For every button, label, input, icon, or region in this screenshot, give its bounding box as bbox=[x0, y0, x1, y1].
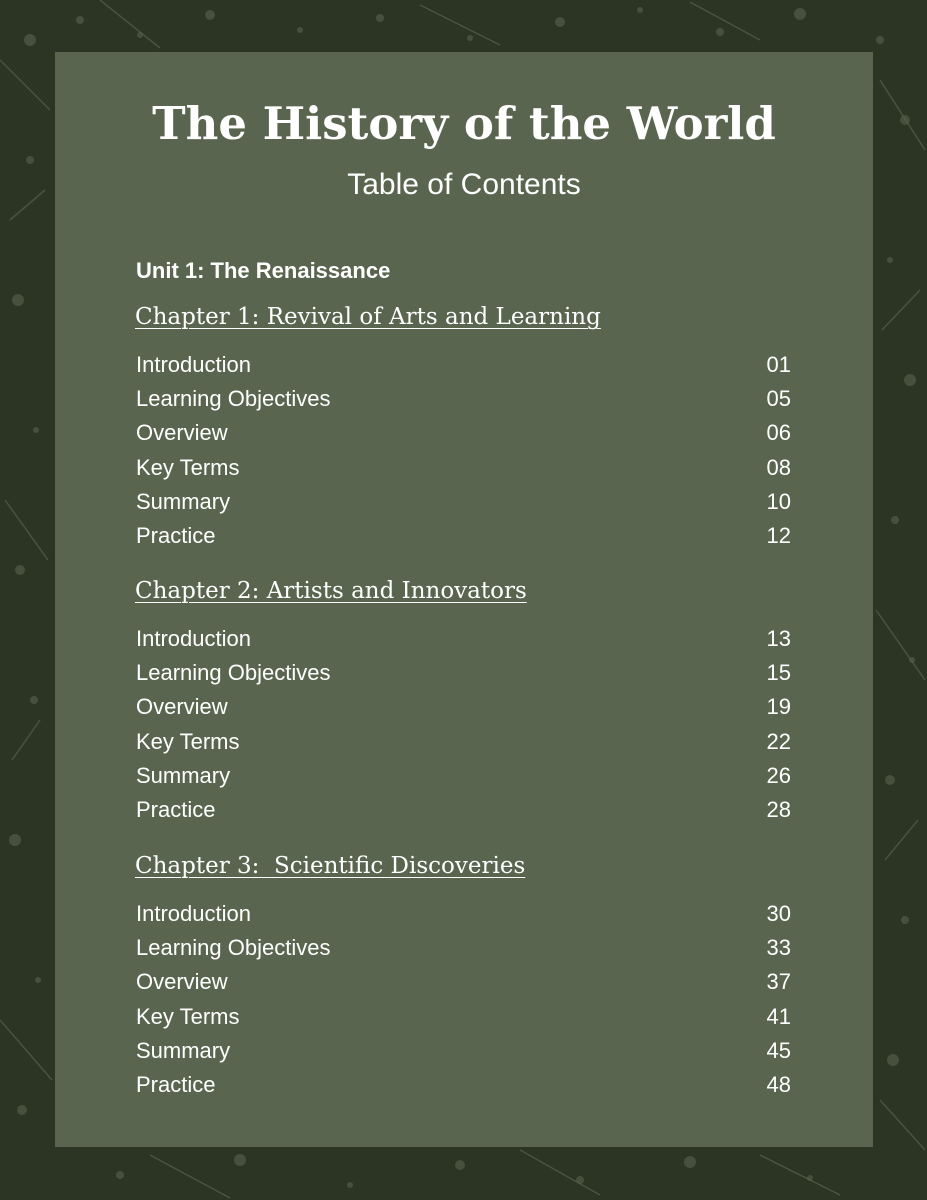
toc-entry-label: Summary bbox=[136, 1037, 231, 1063]
toc-entry-page: 15 bbox=[766, 660, 791, 686]
toc-entry-label: Summary bbox=[136, 488, 231, 514]
chapter-section bbox=[135, 576, 791, 827]
document-title: The History of the World bbox=[152, 97, 776, 150]
toc-entry-page: 45 bbox=[766, 1037, 791, 1063]
toc-entry-label: Practice bbox=[136, 796, 216, 822]
toc-entry-label: Introduction bbox=[136, 901, 251, 926]
toc-entry-page: 33 bbox=[766, 935, 791, 961]
toc-entry-page: 28 bbox=[766, 796, 791, 822]
toc-entry[interactable] bbox=[135, 793, 791, 827]
toc-entry[interactable] bbox=[135, 622, 791, 656]
toc-entry-page: 06 bbox=[766, 420, 791, 446]
toc-entry-page: 30 bbox=[766, 901, 791, 926]
toc-entry-page: 10 bbox=[766, 488, 791, 514]
chapter-entries-list bbox=[135, 348, 791, 553]
toc-entry-page: 37 bbox=[766, 969, 791, 995]
toc-entry[interactable] bbox=[135, 690, 791, 724]
toc-entry[interactable] bbox=[135, 485, 791, 519]
chapter-entries-list bbox=[135, 622, 791, 827]
toc-entry-page: 13 bbox=[766, 626, 791, 651]
toc-entry-label: Key Terms bbox=[136, 1003, 240, 1029]
toc-entry-page: 05 bbox=[766, 386, 791, 412]
toc-entry-label: Overview bbox=[136, 420, 228, 446]
toc-entry-page: 01 bbox=[766, 352, 791, 377]
chapter-title-link[interactable]: Chapter 3: Scientific Discoveries bbox=[135, 853, 526, 879]
toc-entry-label: Learning Objectives bbox=[136, 386, 331, 412]
toc-entry-label: Practice bbox=[136, 522, 216, 548]
toc-entry-page: 08 bbox=[766, 454, 791, 480]
toc-entry-page: 41 bbox=[766, 1003, 791, 1029]
toc-entry-label: Introduction bbox=[136, 352, 251, 377]
toc-entry-label: Learning Objectives bbox=[136, 935, 331, 961]
chapter-section bbox=[135, 302, 791, 553]
unit-title: Unit 1: The Renaissance bbox=[136, 258, 391, 283]
toc-entry[interactable] bbox=[135, 1068, 791, 1102]
toc-entry[interactable] bbox=[135, 416, 791, 450]
toc-entry-page: 12 bbox=[766, 522, 791, 548]
toc-entry[interactable] bbox=[135, 965, 791, 999]
chapter-title-link[interactable]: Chapter 2: Artists and Innovators bbox=[135, 578, 527, 604]
toc-entry[interactable] bbox=[135, 519, 791, 553]
toc-entry[interactable] bbox=[135, 931, 791, 965]
toc-entry[interactable] bbox=[135, 759, 791, 793]
toc-entry-label: Practice bbox=[136, 1071, 216, 1097]
toc-entry-page: 26 bbox=[766, 762, 791, 788]
toc-entry[interactable] bbox=[135, 1000, 791, 1034]
toc-entry-label: Summary bbox=[136, 762, 231, 788]
chapter-title-link[interactable]: Chapter 1: Revival of Arts and Learning bbox=[135, 304, 601, 330]
toc-entry-page: 19 bbox=[766, 694, 791, 720]
toc-entry[interactable] bbox=[135, 897, 791, 931]
toc-entry[interactable] bbox=[135, 656, 791, 690]
toc-entry[interactable] bbox=[135, 725, 791, 759]
toc-entry[interactable] bbox=[135, 348, 791, 382]
toc-entry-label: Introduction bbox=[136, 626, 251, 651]
chapter-section bbox=[135, 851, 791, 1102]
toc-entry[interactable] bbox=[135, 1034, 791, 1068]
toc-entry[interactable] bbox=[135, 382, 791, 416]
toc-entry-label: Key Terms bbox=[136, 454, 240, 480]
document-subtitle: Table of Contents bbox=[347, 168, 581, 201]
toc-entry-page: 22 bbox=[766, 728, 791, 754]
chapter-entries-list bbox=[135, 897, 791, 1102]
toc-entry-label: Overview bbox=[136, 969, 228, 995]
toc-entry-label: Overview bbox=[136, 694, 228, 720]
toc-entry-label: Key Terms bbox=[136, 728, 240, 754]
toc-entry[interactable] bbox=[135, 451, 791, 485]
content-panel bbox=[55, 52, 873, 1147]
toc-entry-label: Learning Objectives bbox=[136, 660, 331, 686]
toc-entry-page: 48 bbox=[766, 1071, 791, 1097]
